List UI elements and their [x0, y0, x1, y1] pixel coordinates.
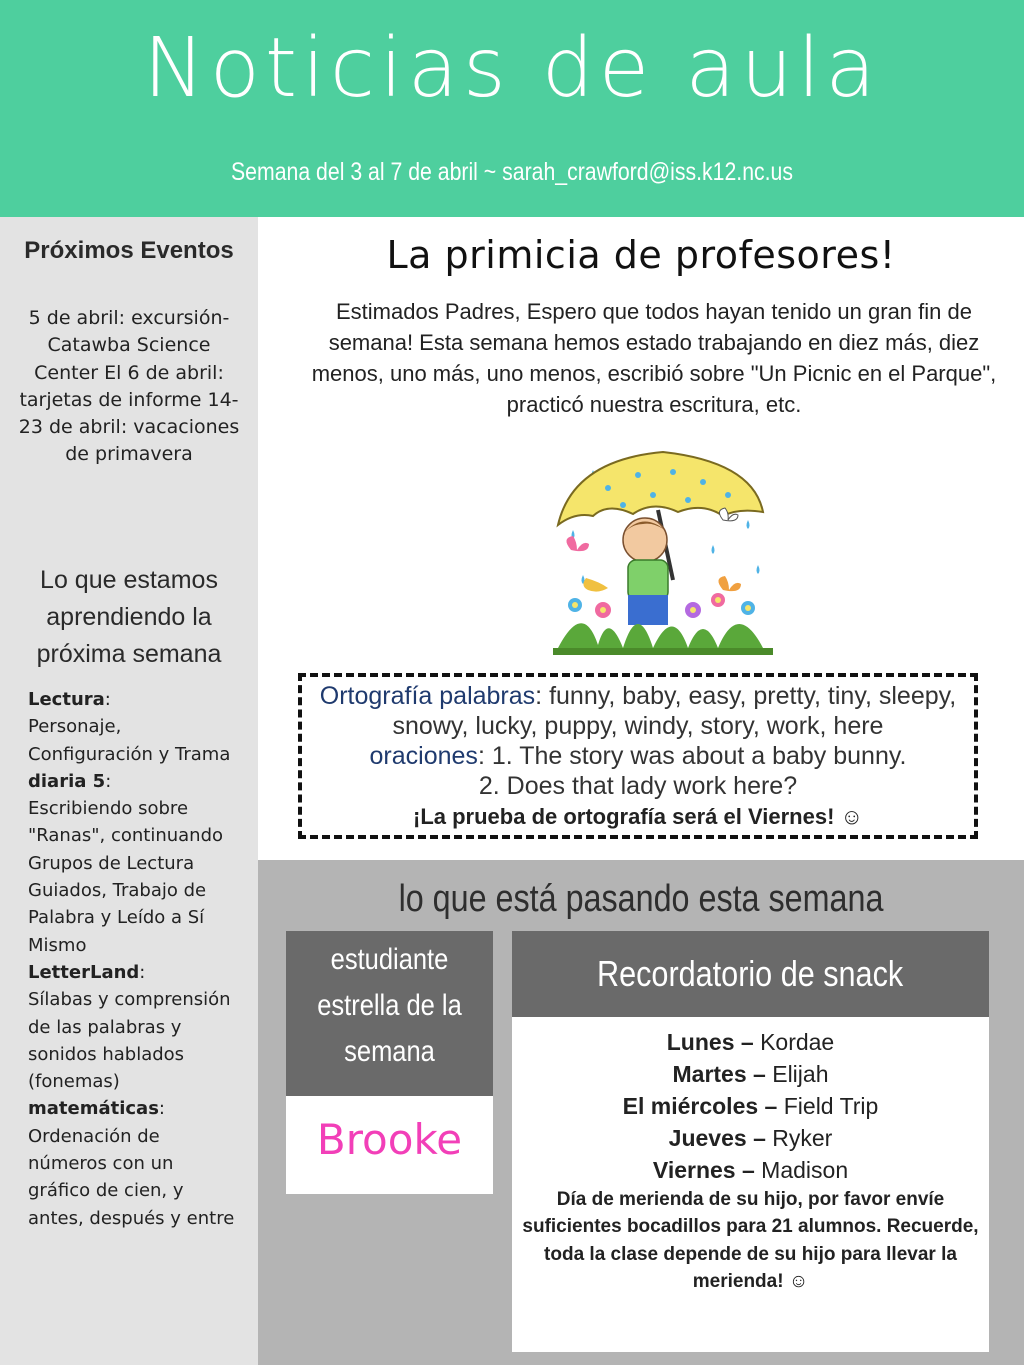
learning-title: Lo que estamos aprendiendo la próxima semana [36, 566, 222, 668]
sidebar [0, 217, 258, 1365]
snack-reminder-title: Recordatorio de snack [597, 953, 904, 994]
spelling-words: funny, baby, easy, pretty, tiny, sleepy, snowy, lucky, puppy, windy, story, work, here [392, 682, 957, 740]
learning-label: Lectura [28, 689, 105, 710]
learning-text: Sílabas y comprensión de las palabras y sonidos hablados (fonemas) [28, 989, 231, 1093]
snack-day: Lunes [666, 1029, 735, 1055]
snack-row: Martes – Elijah [672, 1061, 829, 1087]
snack-name: Field Trip [783, 1093, 879, 1119]
events-title: Próximos Eventos [24, 237, 234, 264]
learning-label: matemáticas [28, 1098, 159, 1120]
snack-reminder-header [512, 931, 989, 1017]
snack-row: El miércoles – Field Trip [622, 1093, 879, 1119]
sentence-1: 1. The story was about a baby bunny. [491, 742, 907, 770]
child-umbrella-rain-illustration [553, 450, 773, 655]
newsletter-subtitle: Semana del 3 al 7 de abril ~ sarah_crawford@iss.k12.nc.us [231, 158, 793, 186]
snack-name: Madison [761, 1157, 849, 1183]
snack-row: Jueves – Ryker [668, 1125, 833, 1151]
snack-name: Kordae [760, 1029, 835, 1055]
this-week-section [258, 860, 1024, 1365]
header-banner [0, 0, 1024, 217]
snack-note: Día de merienda de su hijo, por favor envíe suficientes bocadillos para 21 alumnos. Recuerde, toda la clase depende de su hijo para llevar la merienda! ☺ [522, 1189, 979, 1292]
learning-text: Personaje, Configuración y Trama [28, 716, 231, 765]
snack-day: Jueves [668, 1125, 747, 1151]
snack-day: El miércoles [622, 1093, 759, 1119]
event-item: El 6 de abril: tarjetas de informe [19, 361, 224, 411]
scoop-title: La primicia de profesores! [386, 233, 896, 277]
sentences-line: oraciones: 1. The story was about a baby bunny. [369, 742, 907, 770]
event-item: 14-23 de abril: vacaciones de primavera [18, 388, 240, 466]
spelling-box [298, 673, 978, 839]
star-student-name: Brooke [286, 1096, 493, 1194]
learning-list [28, 686, 238, 1232]
learning-item: matemáticas: [28, 1098, 165, 1120]
star-student-header [286, 931, 493, 1096]
week-title: lo que está pasando esta semana [398, 878, 884, 920]
learning-item: LetterLand: [28, 961, 146, 983]
spelling-words-line: Ortografía palabras: funny, baby, easy, pretty, tiny, sleepy, snowy, lucky, puppy, windy, story, work, here [319, 682, 957, 740]
spelling-test-note: ¡La prueba de ortografía será el Viernes! ☺ [413, 804, 863, 829]
snack-row: Viernes – Madison [652, 1157, 849, 1183]
snack-day: Viernes [652, 1157, 736, 1183]
teacher-scoop-section [258, 217, 1024, 860]
snack-day: Martes [672, 1061, 747, 1087]
sentence-2: 2. Does that lady work here? [478, 772, 798, 800]
events-list [18, 305, 240, 469]
newsletter-title: Noticias de aula [143, 21, 881, 116]
spelling-words-label: Ortografía palabras [319, 682, 536, 710]
learning-item: Lectura: [28, 689, 111, 710]
learning-text: Ordenación de números con un gráfico de cien, y antes, después y entre [28, 1125, 235, 1229]
snack-row: Lunes – Kordae [666, 1029, 835, 1055]
learning-text: Escribiendo sobre "Ranas", continuando Grupos de Lectura Guiados, Trabajo de Palabra y Leído a Sí Mismo [28, 798, 224, 956]
event-item: 5 de abril: excursión-Catawba Science Center [28, 307, 230, 384]
learning-item: diaria 5: [28, 770, 112, 792]
learning-label: LetterLand [28, 961, 140, 983]
snack-name: Elijah [772, 1061, 829, 1087]
learning-label: diaria 5 [28, 770, 106, 792]
scoop-text: Estimados Padres, Espero que todos hayan tenido un gran fin de semana! Esta semana hemos estado trabajando en diez más, diez menos, uno más, uno menos, escribió sobre "Un Picnic en el Parque", practicó nuestra escritura, etc. [311, 299, 997, 417]
sentences-label: oraciones [369, 742, 478, 770]
snack-name: Ryker [772, 1125, 833, 1151]
star-student-title: estudiante estrella de la semana [317, 943, 462, 1068]
snack-reminder-body [512, 1017, 989, 1352]
